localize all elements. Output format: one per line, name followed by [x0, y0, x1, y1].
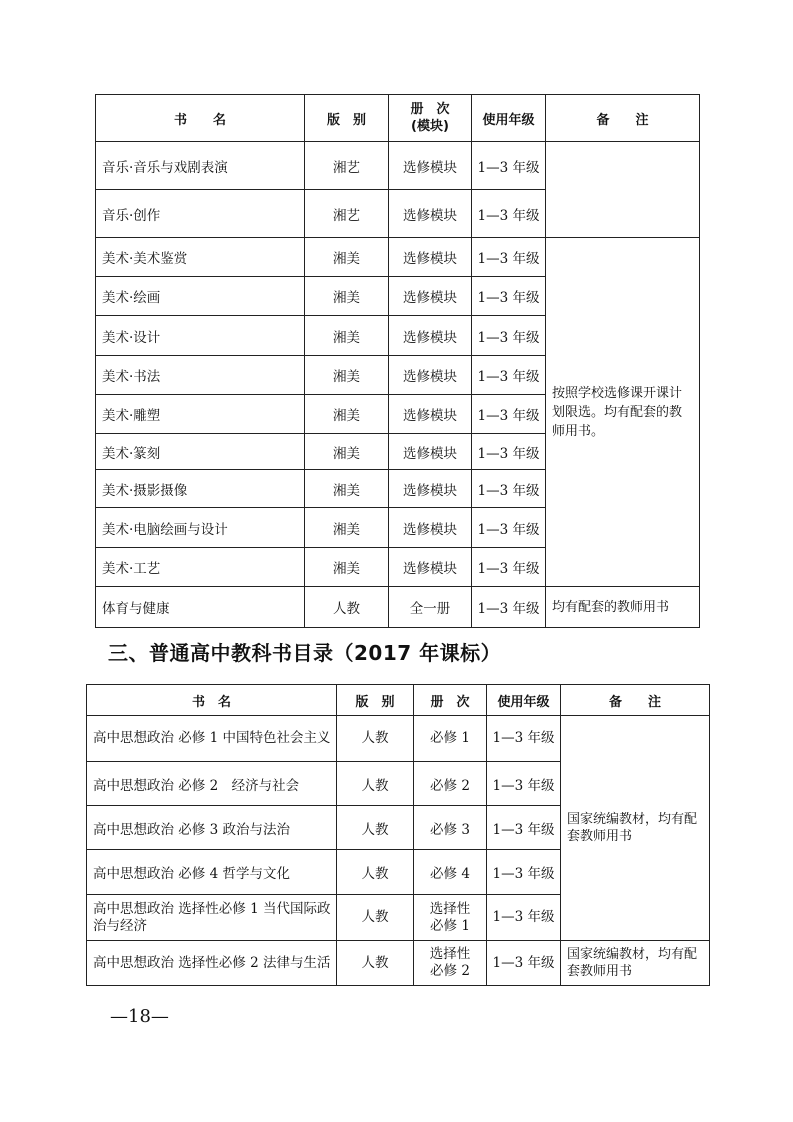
book-edition: 湘美 [305, 356, 389, 395]
table-header-row [87, 685, 710, 716]
book-volume: 选修模块 [389, 316, 472, 356]
book-name: 美术·书法 [96, 356, 305, 395]
book-grade: 1—3 年级 [487, 850, 561, 895]
header-grade: 使用年级 [472, 95, 546, 142]
table-header-row [96, 95, 700, 142]
book-volume [414, 941, 487, 986]
book-grade: 1—3 年级 [472, 356, 546, 395]
note-row: 国家统编教材，均有配套教师用书 [561, 941, 710, 986]
book-name: 美术·美术鉴赏 [96, 238, 305, 277]
book-edition: 湘美 [305, 470, 389, 508]
table-row [87, 716, 710, 762]
book-grade: 1—3 年级 [487, 762, 561, 806]
book-edition: 湘美 [305, 548, 389, 587]
book-name: 美术·摄影摄像 [96, 470, 305, 508]
book-edition: 湘艺 [305, 142, 389, 190]
book-name: 高中思想政治 必修 1 中国特色社会主义 [87, 716, 337, 762]
note-art-elective: 按照学校选修课开课计划限选。均有配套的教师用书。 [546, 238, 700, 587]
book-volume: 选修模块 [389, 395, 472, 434]
book-grade: 1—3 年级 [472, 238, 546, 277]
header-volume [389, 95, 472, 142]
book-name: 音乐·音乐与戏剧表演 [96, 142, 305, 190]
book-edition: 人教 [337, 941, 414, 986]
header-edition: 版 别 [305, 95, 389, 142]
book-volume: 选修模块 [389, 548, 472, 587]
book-name: 美术·雕塑 [96, 395, 305, 434]
book-grade: 1—3 年级 [487, 806, 561, 850]
book-edition: 湘艺 [305, 190, 389, 238]
book-volume: 选修模块 [389, 508, 472, 548]
book-edition: 湘美 [305, 395, 389, 434]
book-edition: 湘美 [305, 508, 389, 548]
book-edition: 湘美 [305, 434, 389, 470]
header-note: 备 注 [561, 685, 710, 716]
book-name: 音乐·创作 [96, 190, 305, 238]
book-grade: 1—3 年级 [487, 895, 561, 941]
header-name: 书 名 [87, 685, 337, 716]
header-name: 书 名 [96, 95, 305, 142]
book-name: 高中思想政治 必修 4 哲学与文化 [87, 850, 337, 895]
book-volume [414, 895, 487, 941]
book-name: 高中思想政治 选择性必修 1 当代国际政治与经济 [87, 895, 337, 941]
book-name: 美术·绘画 [96, 277, 305, 316]
book-volume: 选修模块 [389, 470, 472, 508]
book-volume: 必修 4 [414, 850, 487, 895]
header-edition: 版 别 [337, 685, 414, 716]
book-volume-line2: 必修 1 [430, 917, 470, 934]
section-title: 三、普通高中教科书目录（2017 年课标） [108, 641, 502, 665]
textbook-table-2 [86, 684, 710, 986]
book-grade: 1—3 年级 [472, 548, 546, 587]
book-edition: 人教 [337, 716, 414, 762]
header-grade: 使用年级 [487, 685, 561, 716]
book-grade: 1—3 年级 [472, 587, 546, 628]
book-grade: 1—3 年级 [472, 142, 546, 190]
book-volume: 选修模块 [389, 277, 472, 316]
book-volume: 选修模块 [389, 190, 472, 238]
page-number: —18— [110, 1006, 169, 1027]
header-volume-line2: (模块) [411, 119, 449, 134]
header-volume: 册 次 [414, 685, 487, 716]
book-grade: 1—3 年级 [472, 470, 546, 508]
book-name: 高中思想政治 选择性必修 2 法律与生活 [87, 941, 337, 986]
book-volume: 必修 3 [414, 806, 487, 850]
book-volume: 必修 1 [414, 716, 487, 762]
book-name: 美术·篆刻 [96, 434, 305, 470]
book-grade: 1—3 年级 [487, 941, 561, 986]
book-edition: 人教 [337, 806, 414, 850]
book-grade: 1—3 年级 [472, 508, 546, 548]
book-edition: 人教 [337, 850, 414, 895]
note-unified-textbook: 国家统编教材，均有配套教师用书 [561, 716, 710, 941]
book-edition: 湘美 [305, 316, 389, 356]
book-name: 体育与健康 [96, 587, 305, 628]
book-edition: 湘美 [305, 277, 389, 316]
book-name: 美术·工艺 [96, 548, 305, 587]
header-note: 备 注 [546, 95, 700, 142]
book-name: 美术·设计 [96, 316, 305, 356]
header-volume-line1: 册 次 [410, 102, 450, 117]
table-row [96, 142, 700, 190]
book-grade: 1—3 年级 [472, 277, 546, 316]
book-edition: 人教 [337, 895, 414, 941]
book-volume: 全一册 [389, 587, 472, 628]
book-grade: 1—3 年级 [472, 395, 546, 434]
book-volume-line2: 必修 2 [430, 963, 470, 979]
book-grade: 1—3 年级 [472, 434, 546, 470]
textbook-table-1 [95, 94, 700, 628]
table-row [87, 941, 710, 986]
book-grade: 1—3 年级 [472, 190, 546, 238]
book-grade: 1—3 年级 [487, 716, 561, 762]
table-row [96, 587, 700, 628]
book-volume-line1: 选择性 [429, 946, 471, 962]
book-name: 美术·电脑绘画与设计 [96, 508, 305, 548]
book-volume: 选修模块 [389, 238, 472, 277]
note-cell-empty [546, 142, 700, 238]
book-edition: 湘美 [305, 238, 389, 277]
book-edition: 人教 [337, 762, 414, 806]
book-name: 高中思想政治 必修 2 经济与社会 [87, 762, 337, 806]
note-pe: 均有配套的教师用书 [546, 587, 700, 628]
book-volume: 选修模块 [389, 142, 472, 190]
book-volume: 选修模块 [389, 434, 472, 470]
book-name: 高中思想政治 必修 3 政治与法治 [87, 806, 337, 850]
book-volume-line1: 选择性 [429, 900, 471, 917]
book-volume: 选修模块 [389, 356, 472, 395]
table-row [96, 238, 700, 277]
book-volume: 必修 2 [414, 762, 487, 806]
book-grade: 1—3 年级 [472, 316, 546, 356]
book-edition: 人教 [305, 587, 389, 628]
